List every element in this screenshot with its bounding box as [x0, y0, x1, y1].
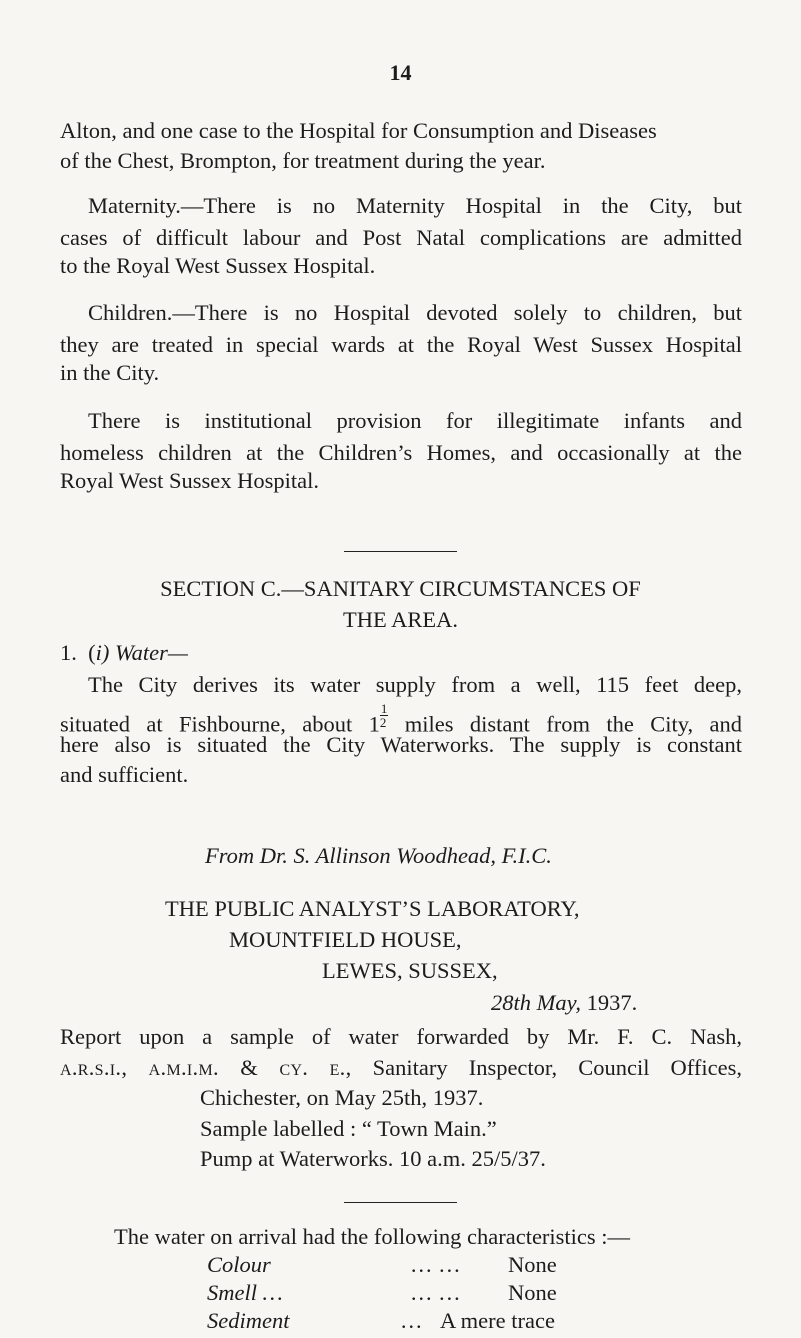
report-line-5: Pump at Waterworks. 10 a.m. 25/5/37. — [200, 1146, 546, 1171]
letter-date-month: May, — [536, 990, 582, 1015]
characteristic-value: None — [508, 1280, 557, 1305]
report-line-3: Chichester, on May 25th, 1937. — [200, 1085, 484, 1110]
section-item-heading — [60, 640, 188, 666]
water-line-1: The City derives its water supply from a well, 115 feet deep, — [88, 672, 742, 697]
letter-address-line-1: THE PUBLIC ANALYST’S LABORATORY, — [165, 896, 580, 921]
item-label-roman: i — [95, 640, 102, 665]
institutional-line-2: homeless children at the Children’s Homes, and occasionally at the — [60, 440, 742, 465]
characteristic-label: Sediment — [207, 1308, 290, 1333]
item-number: 1. — [60, 640, 77, 665]
maternity-line-3: to the Royal West Sussex Hospital. — [60, 253, 376, 278]
children-line-2: they are treated in special wards at the Royal West Sussex Hospital — [60, 332, 742, 357]
letter-date-day: 28th — [491, 990, 532, 1015]
letter-address-line-3: LEWES, SUSSEX, — [322, 958, 498, 983]
water-line-4: and sufficient. — [60, 762, 189, 787]
letter-address-line-2: MOUNTFIELD HOUSE, — [229, 927, 462, 952]
letter-from: From Dr. S. Allinson Woodhead, F.I.C. — [205, 843, 552, 868]
characteristics-intro: The water on arrival had the following characteristics :— — [114, 1224, 631, 1249]
divider-rule-1 — [344, 551, 457, 552]
characteristic-label: Colour — [207, 1252, 271, 1277]
institutional-line-3: Royal West Sussex Hospital. — [60, 468, 320, 493]
characteristic-label: Smell … — [207, 1280, 283, 1305]
fraction-numerator: 1 — [380, 701, 388, 716]
inspector-qualifications: a.r.s.i., a.m.i.m. & cy. e., — [60, 1055, 352, 1080]
section-title-line-2: THE AREA. — [343, 607, 458, 632]
report-line-2 — [60, 1055, 742, 1081]
fraction-denominator: 2 — [379, 715, 387, 730]
section-title-line-1: SECTION C.—SANITARY CIRCUMSTANCES OF — [160, 576, 641, 601]
leader-dots: … — [400, 1308, 423, 1333]
divider-rule-2 — [344, 1202, 457, 1203]
maternity-line-2: cases of difficult labour and Post Natal complications are admitted — [60, 225, 742, 250]
letter-date — [491, 990, 637, 1016]
item-label-text: ) Water— — [101, 640, 188, 665]
report-line-4: Sample labelled : “ Town Main.” — [200, 1116, 497, 1141]
water-line-2-end: miles distant from the City, and — [388, 711, 742, 737]
page-number: 14 — [389, 60, 412, 85]
children-line-3: in the City. — [60, 360, 160, 385]
intro-line-1: Alton, and one case to the Hospital for Consumption and Diseases — [60, 118, 657, 143]
institutional-line-1: There is institutional provision for illegitimate infants and — [88, 408, 742, 433]
leader-dots: … … — [410, 1252, 461, 1277]
characteristic-value: None — [508, 1252, 557, 1277]
water-line-2-start: situated at Fishbourne, about 1 — [60, 711, 380, 737]
intro-line-2: of the Chest, Brompton, for treatment during the year. — [60, 148, 546, 173]
item-label-open: ( — [88, 640, 96, 665]
maternity-line-1: Maternity.—There is no Maternity Hospital in the City, but — [88, 193, 742, 218]
letter-date-year: 1937. — [586, 990, 638, 1015]
characteristic-value: A mere trace — [440, 1308, 555, 1333]
report-line-1: Report upon a sample of water forwarded by Mr. F. C. Nash, — [60, 1024, 742, 1049]
water-line-3: here also is situated the City Waterworks. The supply is constant — [60, 732, 742, 757]
children-line-1: Children.—There is no Hospital devoted solely to children, but — [88, 300, 742, 325]
leader-dots: … … — [410, 1280, 461, 1305]
report-line-2-rest: Sanitary Inspector, Council Offices, — [351, 1055, 742, 1080]
